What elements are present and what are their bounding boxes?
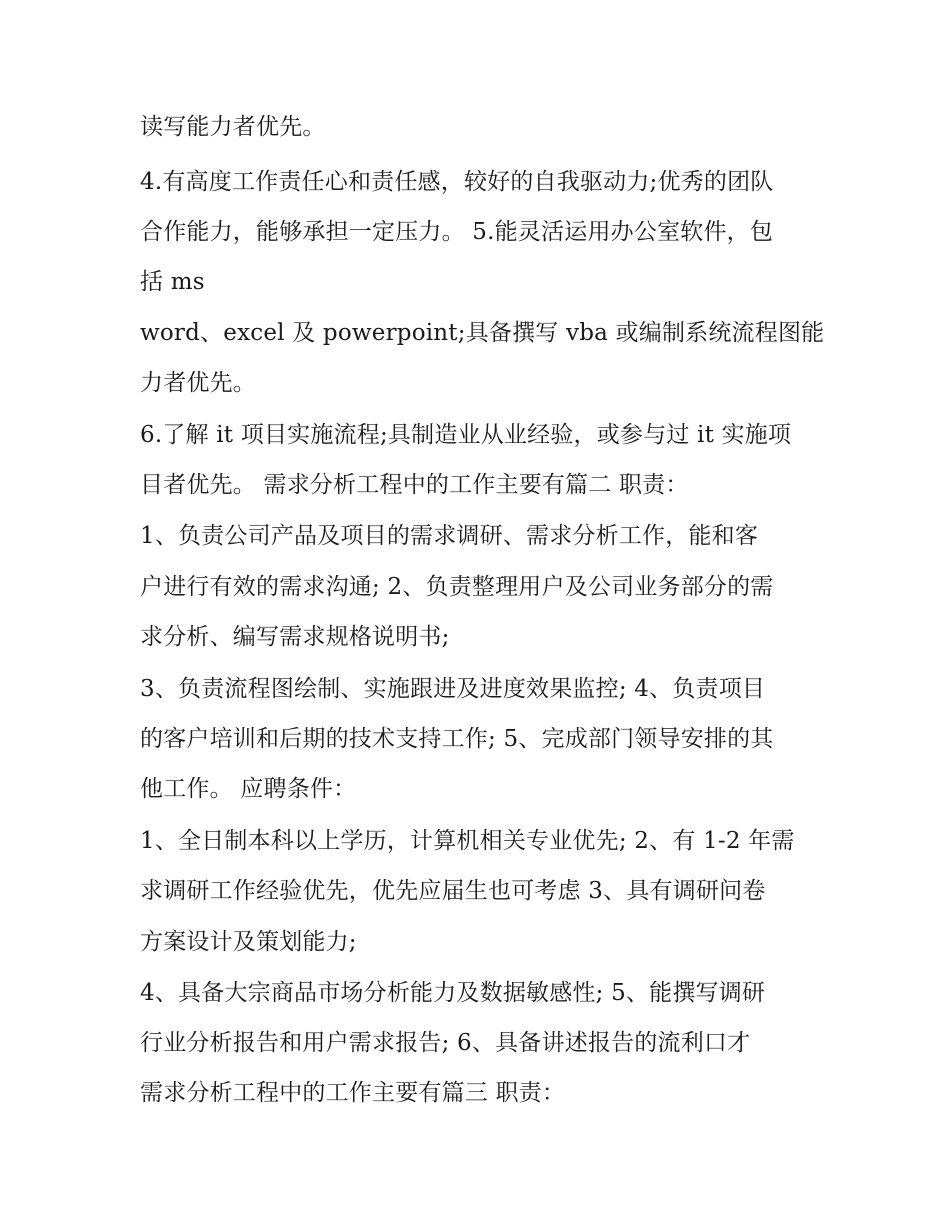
text-line: 括 ms <box>140 269 205 295</box>
text-line: 4.有高度工作责任心和责任感，较好的自我驱动力;优秀的团队 <box>140 169 774 195</box>
text-line: 1、负责公司产品及项目的需求调研、需求分析工作，能和客 <box>140 523 759 549</box>
text-line: 求分析、编写需求规格说明书; <box>140 624 450 650</box>
text-line: 6.了解 it 项目实施流程;具制造业从业经验，或参与过 it 实施项 <box>140 422 792 448</box>
text-line: 行业分析报告和用户需求报告; 6、具备讲述报告的流利口才 <box>140 1030 751 1056</box>
text-line: 合作能力，能够承担一定压力。 5.能灵活运用办公室软件，包 <box>140 219 774 245</box>
text-line: 1、全日制本科以上学历，计算机相关专业优先; 2、有 1-2 年需 <box>140 828 795 854</box>
text-line: 方案设计及策划能力; <box>140 929 357 955</box>
text-line: 求调研工作经验优先，优先应届生也可考虑 3、具有调研问卷 <box>140 878 766 904</box>
text-line: 4、具备大宗商品市场分析能力及数据敏感性; 5、能撰写调研 <box>140 980 766 1006</box>
text-line: word、excel 及 powerpoint;具备撰写 vba 或编制系统流程图能 <box>140 320 825 346</box>
text-line: 读写能力者优先。 <box>140 114 326 140</box>
text-line: 的客户培训和后期的技术支持工作; 5、完成部门领导安排的其 <box>140 726 774 752</box>
text-line: 力者优先。 <box>140 370 256 396</box>
text-line: 3、负责流程图绘制、实施跟进及进度效果监控; 4、负责项目 <box>140 676 766 702</box>
text-line: 户进行有效的需求沟通; 2、负责整理用户及公司业务部分的需 <box>140 574 774 600</box>
text-line: 需求分析工程中的工作主要有篇三 职责： <box>140 1080 566 1106</box>
text-line: 目者优先。 需求分析工程中的工作主要有篇二 职责： <box>140 472 689 498</box>
text-line: 他工作。 应聘条件： <box>140 776 357 802</box>
